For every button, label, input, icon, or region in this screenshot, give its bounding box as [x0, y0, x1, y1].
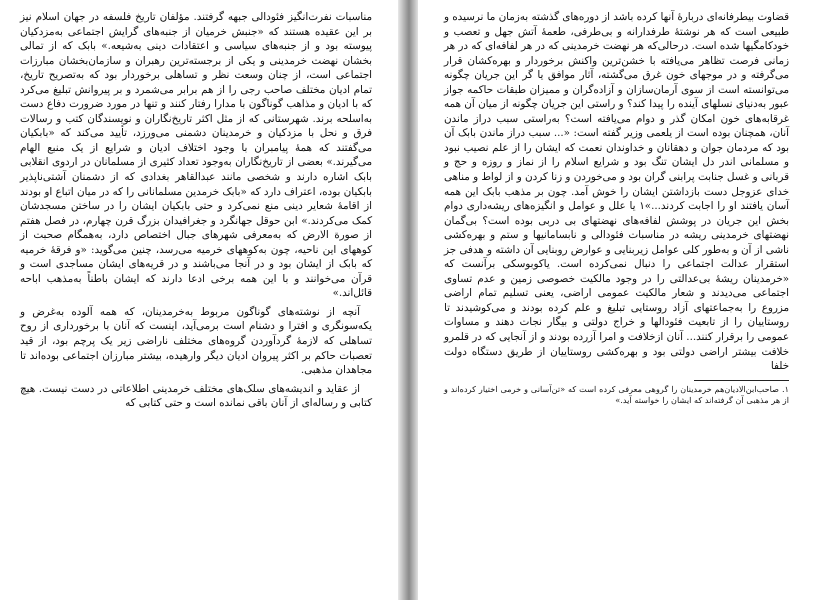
book-gutter: [398, 0, 418, 600]
left-paragraph-3: از عقاید و اندیشه‌های سلک‌های مختلف خرمدینی اطلاعاتی در دست نیست. هیچ کتابی و رساله‌ای از آنان باقی نمانده است و حتی کتابی که: [20, 382, 372, 410]
footnote-rule: [694, 380, 789, 381]
left-paragraph-1: مناسبات نفرت‌انگیز فئودالی جبهه گرفتند. مؤلفان تاریخ فلسفه در جهان اسلام نیز بر این عقیده هستند که «جنبش خرمیان از جنبه‌های گرایش اجتماعی به‌مزدکیان پیوسته بود و از جنبه‌های سیاسی و اعتقادات دینی به‌شیعه.» بابک که از تمالی بخشان نهضت خرمدینی و یکی از برجسته‌ترین رهبران و سازمان‌بخشان مبارزات اجتماعی است، از چنان وسعت نظر و تساهلی برخوردار بود که به‌تصریح تاریخ، تمام ادیان مختلف صاحب رجی را از هم برابر می‌شمرد و بر پیروانش تبلیغ می‌کرد که با ادیان و مذاهب گوناگون با مدارا رفتار کنند و تنها در مورد ضرورت دفاع دست به‌اسلحه برند. شهرستانی که از مثل اکثر تاریخ‌نگاران و نویسندگان کتب و رسالات فرق و نحل با مزدکیان و خرمدینان دشمنی می‌ورزد، تأیید می‌کند که «بابکیان می‌گفتند که همهٔ پیامبران با وجود اختلاف ادیان و شرایع از یک منبع الهام می‌گیرند.» بعضی از تاریخ‌نگاران به‌وجود تعداد کثیری از مسلمانان در اردوی انقلابی بابک اشاره دارند و شخصی مانند عبدالقاهر بغدادی که از دشمنان آشتی‌ناپذیر بابکیان بوده، اعتراف دارد که «بابک خرمدین مسلمانانی را که در میان اتباع او بودند از اقامهٔ شعایر دینی منع نمی‌کرد و حتی بابکیان ایشان را در ساختن مسجدشان کمک می‌کردند.» ابن حوقل جهانگرد و جغرافیدان بزرگ قرن چهارم، در فصل هفتم از صورة الارض که به‌معرفی شهرهای جبال اختصاص دارد، به‌همگام صحبت از کوههای این ناحیه، چون به‌کوههای خرمیه می‌رسد، چنین می‌گوید: «و فرقهٔ خرمیه که بابک از ایشان بود و در آنجا می‌باشند و در قریه‌های ایشان مساجدی است و قرآن می‌خوانند و با این همه برخی ادعا دارند که ایشان باطناً به‌مذهب اباحه قائل‌اند.»: [20, 11, 372, 300]
right-paragraph-1: قضاوت بیطرفانه‌ای دربارهٔ آنها کرده باشد از دوره‌های گذشته به‌زمان ما نرسیده و طبیعی است که هر نوشتهٔ طرفدارانه و بی‌طرفی، طعمهٔ آتش جهل و تعصب و خودکامگیها شده است. درحالی‌که هر نهضت خرمدینی که در هر لفافه‌ای که در هر زمانی فرصت تظاهر می‌یافته با خشن‌ترین واکنش برخوردار و بهره‌کشان قرار می‌گرفته و در موجهای خون غرق می‌گشته، آثار موافق یا گر این جریان چگونه می‌توانسته است از سوی آرمان‌سازان و آزاده‌گران و ممیزان طبقات حاکمه جواز عبور به‌دنیای نسلهای آینده را پیدا کند؟ و راستی این جریان چگونه از میان آن همه غرقابه‌های خون امکان گذر و دوام می‌یافته است؟ به‌راستی سبب دراز ماندن آنان، همچنان بوده است از یلعمی وزیر گفته است: «... سبب دراز ماندن بابک آن بود که مردمان جوان و دهقانان و خداوندان نعمت که ایشان را از علم نصیب نبود و مسلمانی اندر دل ایشان تنگ بود و شرایع اسلام را از نماز و روزه و حج و قربانی و غسل جنابت پرابنی گران بود و می‌خوردن و زنا کردن و از لواط و مناهی خدای عزوجل دست بازداشتن ایشان را خوش آمد. چون بر مذهب بابک این همه آسان یافتند او را اجابت کردند...»۱ یا علل و عوامل و انگیزه‌های ریشه‌داری دوام بخش این جریان در پوشش لفافه‌های نهضتهای بی دربی بوده است؟ بی‌گمان نهضتهای خرمدینی ریشه در مناسبات فئودالی و نابسامانیها و ستم و بهره‌کشی ناشی از آن و به‌طور کلی عوامل زیربنایی و عوارض روبنایی آن داشته و هدفی جز استقرار عدالت اجتماعی را دنبال نمی‌کرده است. یاکوبوسکی برآنست که «خرمدینان ریشهٔ بی‌عدالتی را در وجود مالکیت خصوصی زمین و عدم تساوی اجتماعی می‌دیدند و شعار مالکیت عمومی اراضی، یعنی تسلیم تمام اراضی مزروع را به‌جماعتهای آزاد روستایی تبلیغ و علم کرده بودند و می‌کوشیدند تا روستاییان را از تابعیت فئودالها و خراج دولتی و بیگار نجات دهند و مساوات عمومی را برقرار کنند... آنان از‌خلافت و امرا آزرده بودند و از آنجایی که در قلمرو خلافت بیشتر اراضی دولتی بود و بهره‌کشی روستاییان از طریق دستگاه دولت خلفا: [444, 11, 789, 373]
left-page-text: [20, 10, 372, 411]
left-page: [0, 0, 398, 600]
right-page-text: [444, 10, 789, 374]
right-page: [418, 0, 817, 600]
left-paragraph-2: آنچه از نوشته‌های گوناگون مربوط به‌خرمدینان، که همه آلوده به‌غرض و یکه‌سونگری و افترا و دشنام است برمی‌آید، اینست که آنان با برخورداری از روح تساهلی که لازمهٔ گردآوردن گروه‌های مختلف ناراضی زیر یک پرچم بود، از قید تعصبات حاکم بر اکثر پیروان ادیان دیگر وارهیده، بیشتر مبارزان اجتماعی بوده‌اند تا مجاهدان مذهبی.: [20, 305, 372, 377]
footnote: ۱. صاحب‌ابن‌الادیان‌هم خرمدینان را گروهی معرفی کرده است که «تن‌آسانی و خرمی اختیار کرده‌اند و از هر مذهبی آن گرفته‌اند که ایشان را خواسته آید.»: [444, 383, 789, 405]
